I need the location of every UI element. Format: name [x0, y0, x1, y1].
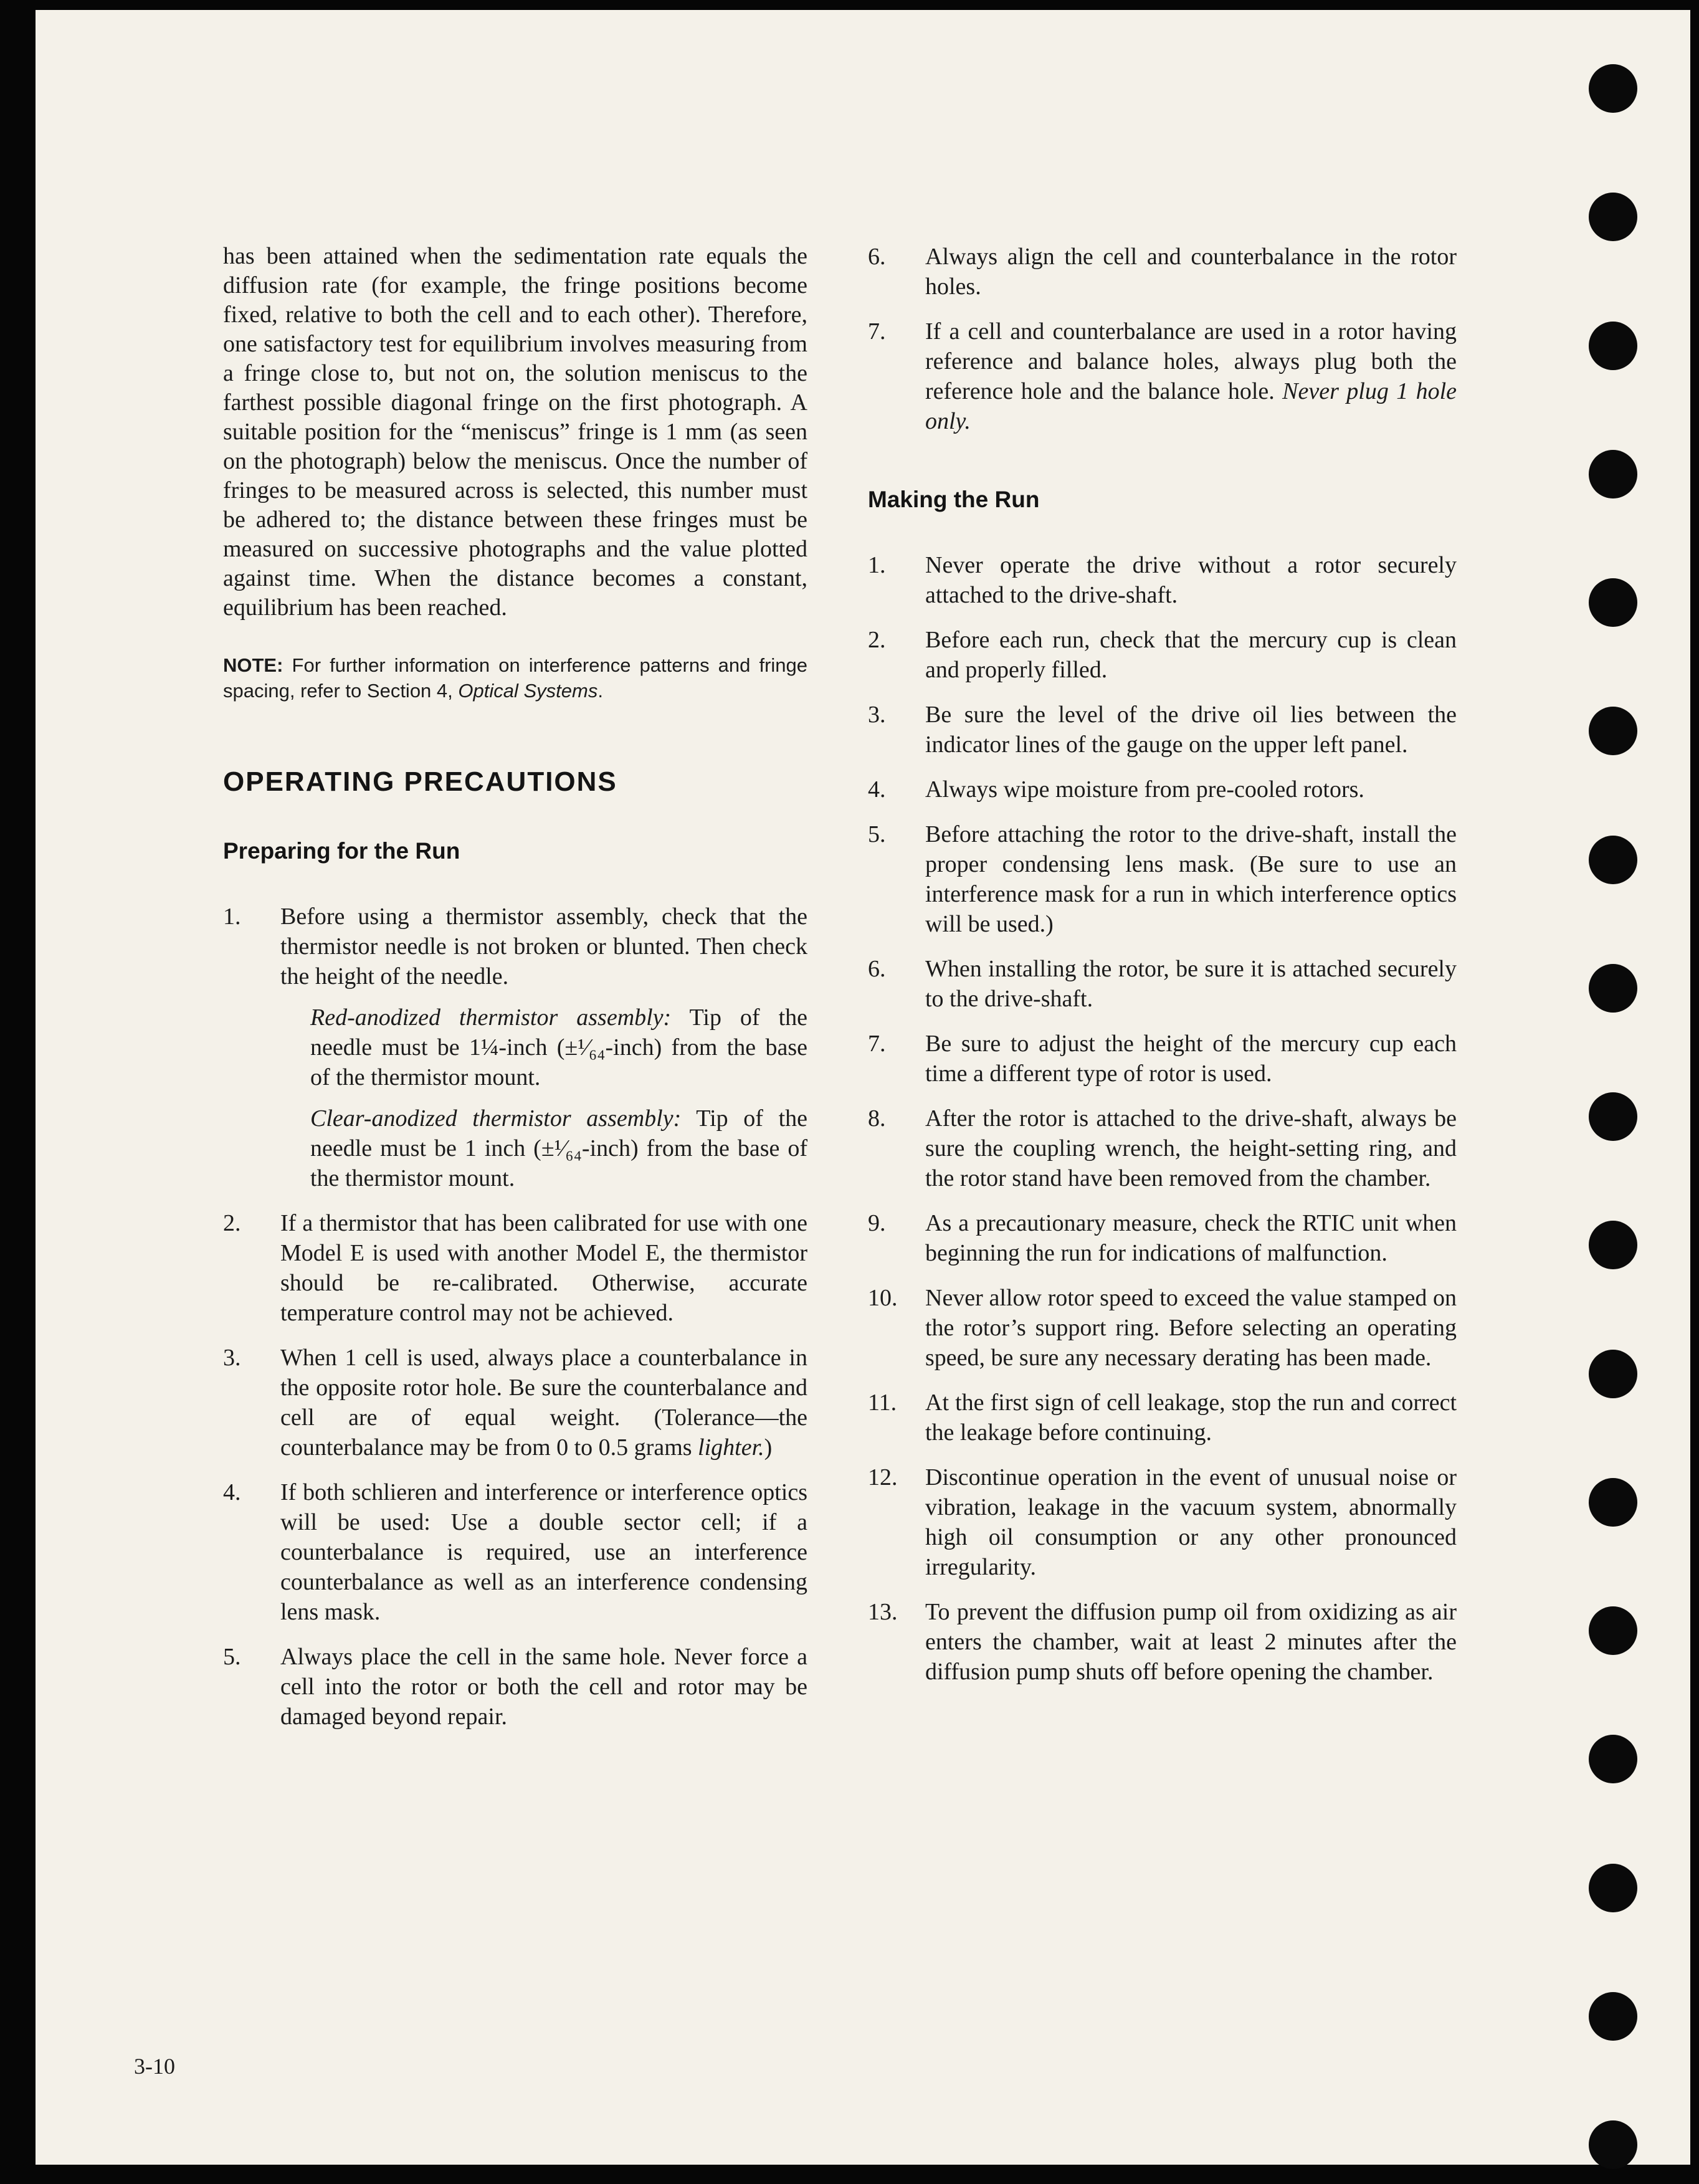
list-item-number: 2.: [223, 1210, 241, 1236]
list-item-text: Be sure to adjust the height of the mercury cup each time a different type of rotor is used.: [925, 1031, 1457, 1087]
list-item: [868, 1388, 1457, 1447]
list-item-text: If both schlieren and interference or interference optics will be used: Use a double sector cell; if a counterbalance is required, use an interference counterbalance as well as an interference condensing lens mask.: [280, 1479, 807, 1625]
list-item-number: 10.: [868, 1285, 898, 1311]
page-number: 3-10: [134, 2054, 175, 2079]
list-item-number: 11.: [868, 1390, 897, 1416]
list-item-number: 6.: [868, 956, 886, 982]
list-item-number: 8.: [868, 1105, 886, 1132]
list-item-text: After the rotor is attached to the drive-shaft, always be sure the coupling wrench, the height-setting ring, and the rotor stand have been removed from the chamber.: [925, 1105, 1457, 1191]
list-item: [223, 1477, 807, 1627]
list-item: [223, 1642, 807, 1732]
list-item: [223, 1208, 807, 1328]
list-item-number: 12.: [868, 1464, 898, 1490]
list-item-text: If a thermistor that has been calibrated for use with one Model E is used with another Model E, the thermistor should be re-calibrated. Otherwise, accurate temperature control may not be achieved.: [280, 1210, 807, 1326]
list-item: [868, 550, 1457, 610]
punch-hole: [1589, 1221, 1637, 1269]
list-item: [868, 954, 1457, 1014]
list-item-number: 7.: [868, 1031, 886, 1057]
list-item-number: 6.: [868, 244, 886, 270]
list-item: [868, 775, 1457, 804]
punch-hole: [1589, 1350, 1637, 1398]
punch-hole: [1589, 322, 1637, 370]
punch-hole: [1589, 578, 1637, 627]
section-heading: OPERATING PRECAUTIONS: [223, 766, 617, 797]
list-item: [868, 700, 1457, 760]
list-item: [868, 1208, 1457, 1268]
list-item: [223, 902, 807, 1193]
punch-hole: [1589, 1864, 1637, 1912]
list-item-text: When installing the rotor, be sure it is attached securely to the drive-shaft.: [925, 956, 1457, 1012]
punch-hole: [1589, 1606, 1637, 1655]
list-item: [868, 1283, 1457, 1373]
punch-hole: [1589, 1478, 1637, 1527]
punch-hole: [1589, 1092, 1637, 1141]
list-item-text: Always place the cell in the same hole. Never force a cell into the rotor or both the cell and rotor may be damaged beyond repair.: [280, 1644, 807, 1730]
punch-hole: [1589, 1735, 1637, 1783]
list-item: [223, 1343, 807, 1462]
list-item: [868, 1029, 1457, 1089]
list-item: [868, 242, 1457, 302]
intro-paragraph: has been attained when the sedimentation rate equals the diffusion rate (for example, the fringe positions become fixed, relative to both the cell and to each other). Therefore, one satisfactory test for equilibrium involves measuring from a fringe close to, but not on, the solution meniscus to the farthest possible diagonal fringe on the first photograph. A suitable position for the “meniscus” fringe is 1 mm (as seen on the photograph) below the meniscus. Once the number of fringes to be measured across is selected, this number must be adhered to; the distance between these fringes must be measured on successive photographs and the value plotted against time. When the distance becomes a constant, equilibrium has been reached.: [223, 243, 807, 621]
list-item-text: Never allow rotor speed to exceed the value stamped on the rotor’s support ring. Before selecting an operating speed, be sure any necessary derating has been made.: [925, 1285, 1457, 1371]
list-item-text: At the first sign of cell leakage, stop the run and correct the leakage before continuing.: [925, 1390, 1457, 1446]
list-item-number: 2.: [868, 627, 886, 653]
punch-hole: [1589, 707, 1637, 755]
punch-hole: [1589, 2120, 1637, 2169]
right-column: [868, 242, 1457, 1702]
subheading-preparing-for-the-run: Preparing for the Run: [223, 838, 460, 864]
list-item: [868, 317, 1457, 436]
list-item: [868, 819, 1457, 939]
list-item-number: 1.: [223, 904, 241, 930]
note: NOTE: For further information on interference patterns and fringe spacing, refer to Section 4, Optical Systems.: [223, 654, 807, 702]
list-preparing-continued: [868, 242, 1457, 436]
punch-hole: [1589, 64, 1637, 113]
list-item-number: 13.: [868, 1599, 898, 1625]
list-item-number: 4.: [868, 776, 886, 803]
list-making-the-run: [868, 550, 1457, 1687]
list-item-text: Discontinue operation in the event of unusual noise or vibration, leakage in the vacuum system, abnormally high oil consumption or any other pronounced irregularity.: [925, 1464, 1457, 1580]
list-item-number: 9.: [868, 1210, 886, 1236]
list-item-number: 3.: [868, 702, 886, 728]
list-item-text: When 1 cell is used, always place a counterbalance in the opposite rotor hole. Be sure the counterbalance and cell are of equal weight. (Tolerance—the counterbalance may be from 0 to 0.5 grams lighter.): [280, 1345, 807, 1461]
list-item-number: 5.: [223, 1644, 241, 1670]
punch-hole: [1589, 836, 1637, 884]
list-item-text: Always wipe moisture from pre-cooled rotors.: [925, 776, 1364, 803]
list-item-text: Before attaching the rotor to the drive-shaft, install the proper condensing lens mask. (Be sure to use an interference mask for a run in which interference optics will be used.): [925, 821, 1457, 937]
list-preparing-for-the-run: [223, 902, 807, 1732]
left-column: [223, 242, 807, 1747]
punch-hole: [1589, 450, 1637, 498]
list-item-number: 7.: [868, 318, 886, 345]
list-item-text: Before using a thermistor assembly, check that the thermistor needle is not broken or blunted. Then check the height of the needle. Red-anodized thermistor assembly: Tip of the needle must be 1¼-inch (±¹⁄₆₄-inch) from the base of the thermistor mount. Clear-anodized thermistor assembly: Tip of the needle must be 1 inch (±¹⁄₆₄-inch) from the base of the thermistor mount.: [280, 904, 807, 1191]
list-item-number: 5.: [868, 821, 886, 847]
list-item-text: Before each run, check that the mercury cup is clean and properly filled.: [925, 627, 1457, 683]
list-item-text: If a cell and counterbalance are used in a rotor having reference and balance holes, always plug both the reference hole and the balance hole. Never plug 1 hole only.: [925, 318, 1457, 434]
list-item-text: Always align the cell and counterbalance in the rotor holes.: [925, 244, 1457, 300]
list-item-number: 3.: [223, 1345, 241, 1371]
list-item: [868, 1104, 1457, 1193]
list-item-text: As a precautionary measure, check the RTIC unit when beginning the run for indications of malfunction.: [925, 1210, 1457, 1266]
list-item-text: To prevent the diffusion pump oil from oxidizing as air enters the chamber, wait at least 2 minutes after the diffusion pump shuts off before opening the chamber.: [925, 1599, 1457, 1685]
list-item-number: 1.: [868, 552, 886, 578]
punch-hole: [1589, 964, 1637, 1013]
punch-hole: [1589, 193, 1637, 241]
list-item-text: Never operate the drive without a rotor securely attached to the drive-shaft.: [925, 552, 1457, 608]
list-item-text: Be sure the level of the drive oil lies between the indicator lines of the gauge on the upper left panel.: [925, 702, 1457, 758]
list-item: [868, 1462, 1457, 1582]
list-item-number: 4.: [223, 1479, 241, 1505]
list-item: [868, 1597, 1457, 1687]
punch-hole: [1589, 1992, 1637, 2041]
subheading-making-the-run: Making the Run: [868, 487, 1040, 512]
list-item: [868, 625, 1457, 685]
